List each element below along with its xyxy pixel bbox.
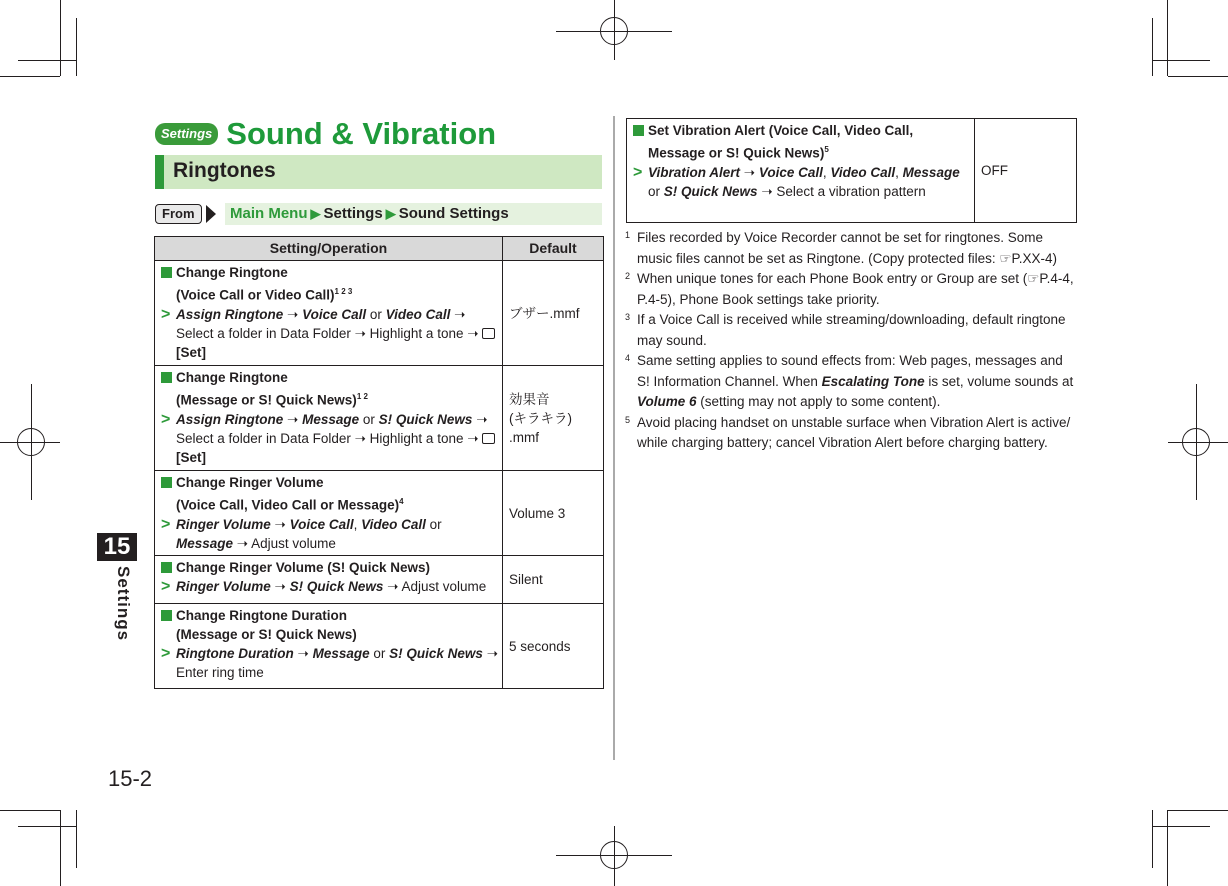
setting-title-text: Set Vibration Alert (Voice Call, Video Call, — [648, 123, 914, 138]
menu-option: S! Quick News — [389, 646, 483, 661]
setting-subtitle — [161, 492, 500, 515]
menu-path-item: Main Menu — [230, 205, 308, 222]
setting-title — [161, 473, 500, 492]
operation-steps: > Assign Ringtone ➝ Message or S! Quick News ➝ Select a folder in Data Folder ➝ Highlight a tone ➝ [Set] — [161, 410, 500, 467]
menu-option: S! Quick News — [663, 183, 758, 199]
table-row — [155, 261, 604, 366]
setting-subtitle — [161, 625, 500, 644]
setting-title-text: Change Ringtone — [176, 265, 288, 280]
section-heading — [155, 155, 602, 189]
footnote: 5 Avoid placing handset on unstable surface when Vibration Alert is active/ while charging battery; cancel Vibration Alert before charging battery. — [623, 413, 1078, 454]
arrow-right-icon — [206, 205, 216, 223]
setting-title-text: Change Ringer Volume (S! Quick News) — [176, 560, 431, 575]
menu-option: Video Call — [361, 516, 426, 532]
setting-title-text: Change Ringtone Duration — [176, 608, 347, 623]
menu-option: Message — [176, 535, 234, 551]
setting-title-text: Change Ringtone — [176, 370, 288, 385]
chevron-right-icon: > — [161, 578, 171, 595]
chevron-right-icon: > — [161, 410, 171, 428]
menu-option: Assign Ringtone — [176, 306, 284, 322]
operation-steps: > Ringtone Duration ➝ Message or S! Quick News ➝ Enter ring time — [161, 645, 498, 680]
default-value: Volume 3 — [509, 505, 566, 521]
setting-title — [161, 368, 500, 387]
default-value-cell — [503, 604, 604, 689]
green-square-icon — [161, 562, 172, 573]
operation-steps: > Assign Ringtone ➝ Voice Call or Video Call ➝ Select a folder in Data Folder ➝ Highlight a tone ➝ [Set] — [161, 305, 500, 362]
table-row — [627, 119, 1077, 223]
green-square-icon — [161, 610, 172, 621]
green-square-icon — [161, 372, 172, 383]
column-divider — [613, 116, 615, 760]
page-title-text: Sound & Vibration — [226, 116, 497, 151]
menu-option: Video Call — [830, 164, 896, 180]
section-heading-text: Ringtones — [173, 159, 276, 182]
table-header-row — [155, 237, 604, 261]
default-value-cell — [503, 471, 604, 556]
mail-key-icon — [482, 328, 495, 339]
page-number: 15-2 — [108, 766, 153, 791]
default-value: 効果音 — [509, 391, 550, 407]
column-header-default: Default — [503, 237, 604, 261]
setting-subtitle — [161, 387, 500, 410]
default-value: OFF — [981, 163, 1008, 178]
mail-key-icon — [482, 433, 495, 444]
default-value-cell — [503, 366, 604, 471]
footnote-number: 4 — [625, 353, 631, 363]
menu-option: S! Quick News — [289, 579, 384, 594]
menu-option: Video Call — [385, 306, 451, 322]
setting-title — [161, 263, 500, 282]
footnote-ref: 5 — [824, 145, 829, 154]
triangle-right-icon: ▶ — [310, 206, 321, 221]
green-square-icon — [161, 267, 172, 278]
footnotes — [623, 228, 1078, 454]
operation-steps: > Ringer Volume ➝ S! Quick News ➝ Adjust volume — [161, 578, 487, 595]
default-value-cell — [503, 261, 604, 366]
table-row — [155, 556, 604, 604]
footnote-number: 5 — [625, 414, 631, 425]
green-square-icon — [161, 477, 172, 488]
operation-cell — [155, 261, 503, 366]
page-title — [155, 116, 496, 152]
menu-option: S! Quick News — [378, 411, 473, 427]
from-label: From — [155, 204, 202, 224]
menu-option: Ringer Volume — [176, 516, 271, 532]
menu-option: Ringtone Duration — [176, 646, 294, 661]
footnote-ref: 1 2 — [356, 392, 368, 401]
chevron-right-icon: > — [161, 515, 171, 533]
footnote-ref: 1 2 3 — [334, 287, 353, 296]
menu-option: Message — [312, 646, 370, 661]
default-value: (キラキラ) — [509, 410, 572, 426]
setting-subtitle-text: Message or S! Quick News) — [648, 145, 825, 161]
default-value: .mmf — [509, 429, 539, 445]
menu-option: Ringer Volume — [176, 579, 271, 594]
softkey-label: [Set] — [176, 449, 206, 465]
operation-cell — [155, 471, 503, 556]
setting-subtitle — [633, 140, 972, 163]
menu-path-item: Settings — [323, 205, 383, 222]
footnote-number: 2 — [625, 271, 631, 281]
default-value-cell — [975, 119, 1077, 223]
setting-subtitle — [161, 282, 500, 305]
table-row — [155, 471, 604, 556]
default-value: 5 seconds — [509, 638, 571, 654]
default-value-cell — [503, 556, 604, 604]
footnote: 4 Same setting applies to sound effects from: Web pages, messages and S! Information Channel. When Escalating Tone is set, volume sounds at Volume 6 (setting may not apply to some content). — [623, 351, 1078, 413]
column-header-operation: Setting/Operation — [155, 237, 503, 261]
setting-subtitle-text: (Voice Call, Video Call or Message) — [176, 497, 400, 513]
menu-option: Vibration Alert — [648, 164, 741, 180]
footnote: 1 Files recorded by Voice Recorder cannot be set for ringtones. Some music files cannot be set as Ringtone. (Copy protected files: ☞P.XX-4) — [623, 228, 1078, 269]
chevron-right-icon: > — [161, 645, 171, 662]
table-row — [155, 604, 604, 689]
menu-option: Message — [902, 164, 960, 180]
setting-title-text: Change Ringer Volume — [176, 475, 324, 490]
footnote-number: 1 — [625, 230, 631, 240]
setting-subtitle-text: (Voice Call or Video Call) — [176, 287, 335, 303]
chapter-number-tab: 15 — [97, 533, 137, 561]
default-value: ブザー.mmf — [509, 305, 580, 321]
menu-option: Message — [302, 411, 360, 427]
footnote-number: 3 — [625, 312, 631, 322]
chevron-right-icon: > — [633, 163, 643, 181]
operation-steps: > Ringer Volume ➝ Voice Call, Video Call or Message ➝ Adjust volume — [161, 515, 442, 551]
settings-table — [154, 236, 604, 689]
menu-option: Voice Call — [289, 516, 354, 532]
table-row — [155, 366, 604, 471]
setting-subtitle-text: (Message or S! Quick News) — [176, 392, 357, 408]
setting-subtitle-text: (Message or S! Quick News) — [176, 627, 357, 642]
settings-category-badge: Settings — [155, 123, 218, 145]
chevron-right-icon: > — [161, 305, 171, 323]
operation-cell — [627, 119, 975, 223]
operation-cell — [155, 366, 503, 471]
setting-title — [161, 558, 500, 577]
from-label-row — [155, 203, 216, 225]
footnote: 3 If a Voice Call is received while streaming/downloading, default ringtone may sound. — [623, 310, 1078, 351]
menu-option: Voice Call — [302, 306, 367, 322]
triangle-right-icon: ▶ — [385, 206, 396, 221]
setting-title — [161, 606, 500, 625]
menu-option: Assign Ringtone — [176, 411, 284, 427]
footnote: 2 When unique tones for each Phone Book entry or Group are set (☞P.4-4, P.4-5), Phone Book settings take priority. — [623, 269, 1078, 310]
vibration-table — [626, 118, 1077, 223]
operation-cell — [155, 556, 503, 604]
green-square-icon — [633, 125, 644, 136]
operation-cell — [155, 604, 503, 689]
menu-option: Voice Call — [758, 164, 823, 180]
chapter-label: Settings — [114, 566, 133, 642]
menu-option: Escalating Tone — [821, 373, 925, 389]
menu-path-item: Sound Settings — [398, 205, 509, 222]
default-value: Silent — [509, 572, 543, 587]
menu-path — [225, 203, 602, 225]
footnote-ref: 4 — [399, 497, 404, 506]
softkey-label: [Set] — [176, 344, 206, 360]
operation-steps: > Vibration Alert ➝ Voice Call, Video Call, Message or S! Quick News ➝ Select a vibration pattern — [633, 163, 960, 199]
menu-option: Volume 6 — [637, 394, 697, 409]
setting-title — [633, 121, 972, 140]
